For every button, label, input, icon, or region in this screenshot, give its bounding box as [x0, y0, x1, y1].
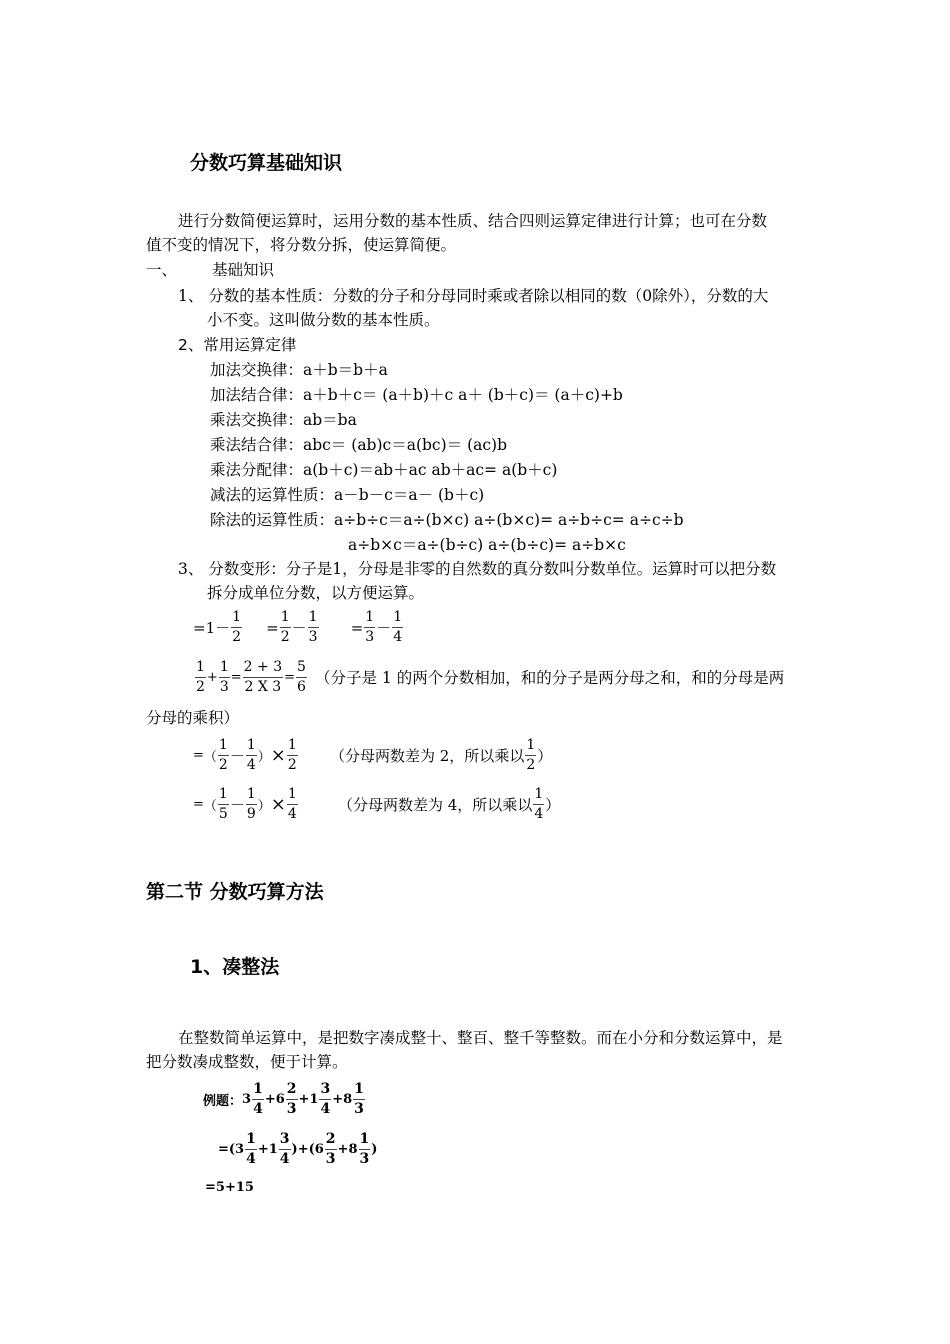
section-2-title: 第二节 分数巧算方法: [146, 881, 324, 903]
equals: =: [193, 618, 206, 637]
fraction-1-2: $\frac{1}{2}$: [232, 609, 242, 645]
fraction-1-2: $\frac{1}{2}$: [280, 609, 290, 645]
item-3-line-1: 3、 分数变形：分子是1，分母是非零的自然数的真分数叫分数单位。运算时可以把分数: [178, 560, 777, 578]
fraction-1-4: $\frac{1}{4}$: [253, 1081, 263, 1117]
intro-line-2: 值不变的情况下，将分数分拆，使运算简便。: [146, 236, 457, 254]
fraction-1-9: $\frac{1}{9}$: [246, 786, 256, 822]
sum-note-line-1: （分子是 1 的两个分数相加，和的分子是两分母之和，和的分母是两: [315, 669, 785, 687]
fraction-5-6: $\frac{5}{6}$: [297, 659, 306, 695]
formula-diff-4: =（ $\frac{1}{5}$ － $\frac{1}{9}$ ）× $\frac{1}{4}$: [193, 786, 297, 822]
law-multiplication-commutative: 乘法交换律：ab＝ba: [210, 411, 357, 429]
fraction-1-5: $\frac{1}{5}$: [218, 786, 228, 822]
fraction-1-3: $\frac{1}{3}$: [365, 609, 375, 645]
fraction-1-4: $\frac{1}{4}$: [393, 609, 403, 645]
page-title: 分数巧算基础知识: [190, 152, 343, 174]
item-1-line-2: 小不变。这叫做分数的基本性质。: [207, 311, 440, 329]
section-1-label: 基础知识: [212, 261, 275, 279]
law-addition-commutative: 加法交换律：a＋b＝b＋a: [210, 361, 388, 379]
item-1-line-1: 1、 分数的基本性质：分数的分子和分母同时乘或者除以相同的数（0除外），分数的大: [178, 287, 769, 305]
example-label: 例题：: [203, 1094, 243, 1109]
method-line-1: 在整数简单运算中，是把数字凑成整十、整百、整千等整数。而在小分和分数运算中，是: [178, 1029, 783, 1047]
fraction-1-3: $\frac{1}{3}$: [359, 1131, 370, 1167]
law-addition-associative: 加法结合律：a＋b＋c＝ (a＋b)＋c a＋ (b＋c)＝ (a＋c)+b: [210, 386, 623, 404]
law-multiplication-associative: 乘法结合律：abc＝ (ab)c＝a(bc)＝ (ac)b: [210, 436, 508, 454]
fraction-1-4: $\frac{1}{4}$: [287, 786, 297, 822]
fraction-sum-formula: $\frac{2 + 3}{2 X 3}$: [243, 659, 283, 695]
formula-diff-2: =（ $\frac{1}{2}$ － $\frac{1}{4}$ ）× $\frac{1}{2}$: [193, 737, 297, 773]
formula-unit-split: =1－ $\frac{1}{2}$ = $\frac{1}{2}$ － $\frac{1}{3}$ = $\frac{1}{3}$ － $\frac{1}{4}$: [193, 609, 403, 645]
law-division-property-2: a÷b×c＝a÷(b÷c) a÷(b÷c)= a÷b×c: [348, 536, 626, 554]
formula-unit-sum: $\frac{1}{2}$ + $\frac{1}{3}$ = $\frac{2 + 3}{2 X 3}$ = $\frac{5}{6}$: [196, 659, 306, 695]
fraction-1-3: $\frac{1}{3}$: [308, 609, 318, 645]
fraction-1-4: $\frac{1}{4}$: [534, 786, 544, 822]
fraction-2-3: $\frac{2}{3}$: [286, 1081, 297, 1117]
fraction-1-4: $\frac{1}{4}$: [246, 1131, 256, 1167]
fraction-1-2: $\frac{1}{2}$: [526, 737, 536, 773]
section-1-number: 一、: [146, 261, 178, 279]
minus: －: [215, 619, 231, 637]
fraction-2-3: $\frac{2}{3}$: [325, 1131, 336, 1167]
fraction-3-4: $\frac{3}{4}$: [320, 1081, 331, 1117]
fraction-1-3: $\frac{1}{3}$: [354, 1081, 364, 1117]
fraction-1-2: $\frac{1}{2}$: [218, 737, 228, 773]
law-distributive: 乘法分配律：a(b＋c)＝ab＋ac ab＋ac= a(b＋c): [210, 461, 558, 479]
law-division-property: 除法的运算性质：a÷b÷c＝a÷(b×c) a÷(b×c)= a÷b÷c= a÷c÷b: [210, 511, 684, 529]
item-3-line-2: 拆分成单位分数，以方便运算。: [207, 584, 425, 602]
one: 1: [205, 618, 216, 637]
note-diff-4: （分母两数差为 4，所以乘以 $\frac{1}{4}$ ）: [338, 786, 561, 822]
example-step-1: =(3 $\frac{1}{4}$ +1 $\frac{3}{4}$ )+(6 $\frac{2}{3}$ +8 $\frac{1}{3}$ ): [218, 1131, 378, 1167]
subsection-1-title: 1、凑整法: [190, 956, 280, 978]
law-subtraction-property: 减法的运算性质：a－b－c＝a－ (b＋c): [210, 486, 485, 504]
fraction-3-4: $\frac{3}{4}$: [279, 1131, 290, 1167]
note-diff-2: （分母两数差为 2，所以乘以 $\frac{1}{2}$ ）: [330, 737, 553, 773]
fraction-1-2: $\frac{1}{2}$: [287, 737, 297, 773]
fraction-1-3: $\frac{1}{3}$: [219, 659, 229, 695]
example-result: =5+15: [205, 1180, 254, 1195]
example-problem: 例题：3 $\frac{1}{4}$ +6 $\frac{2}{3}$ +1 $\frac{3}{4}$ +8 $\frac{1}{3}$: [203, 1081, 364, 1117]
sum-note-line-2: 分母的乘积）: [146, 709, 240, 727]
fraction-1-4: $\frac{1}{4}$: [246, 737, 256, 773]
fraction-1-2: $\frac{1}{2}$: [196, 659, 205, 695]
method-line-2: 把分数凑成整数，便于计算。: [146, 1053, 348, 1071]
intro-line-1: 进行分数简便运算时，运用分数的基本性质、结合四则运算定律进行计算；也可在分数: [178, 212, 768, 230]
item-2-heading: 2、常用运算定律: [178, 336, 297, 354]
